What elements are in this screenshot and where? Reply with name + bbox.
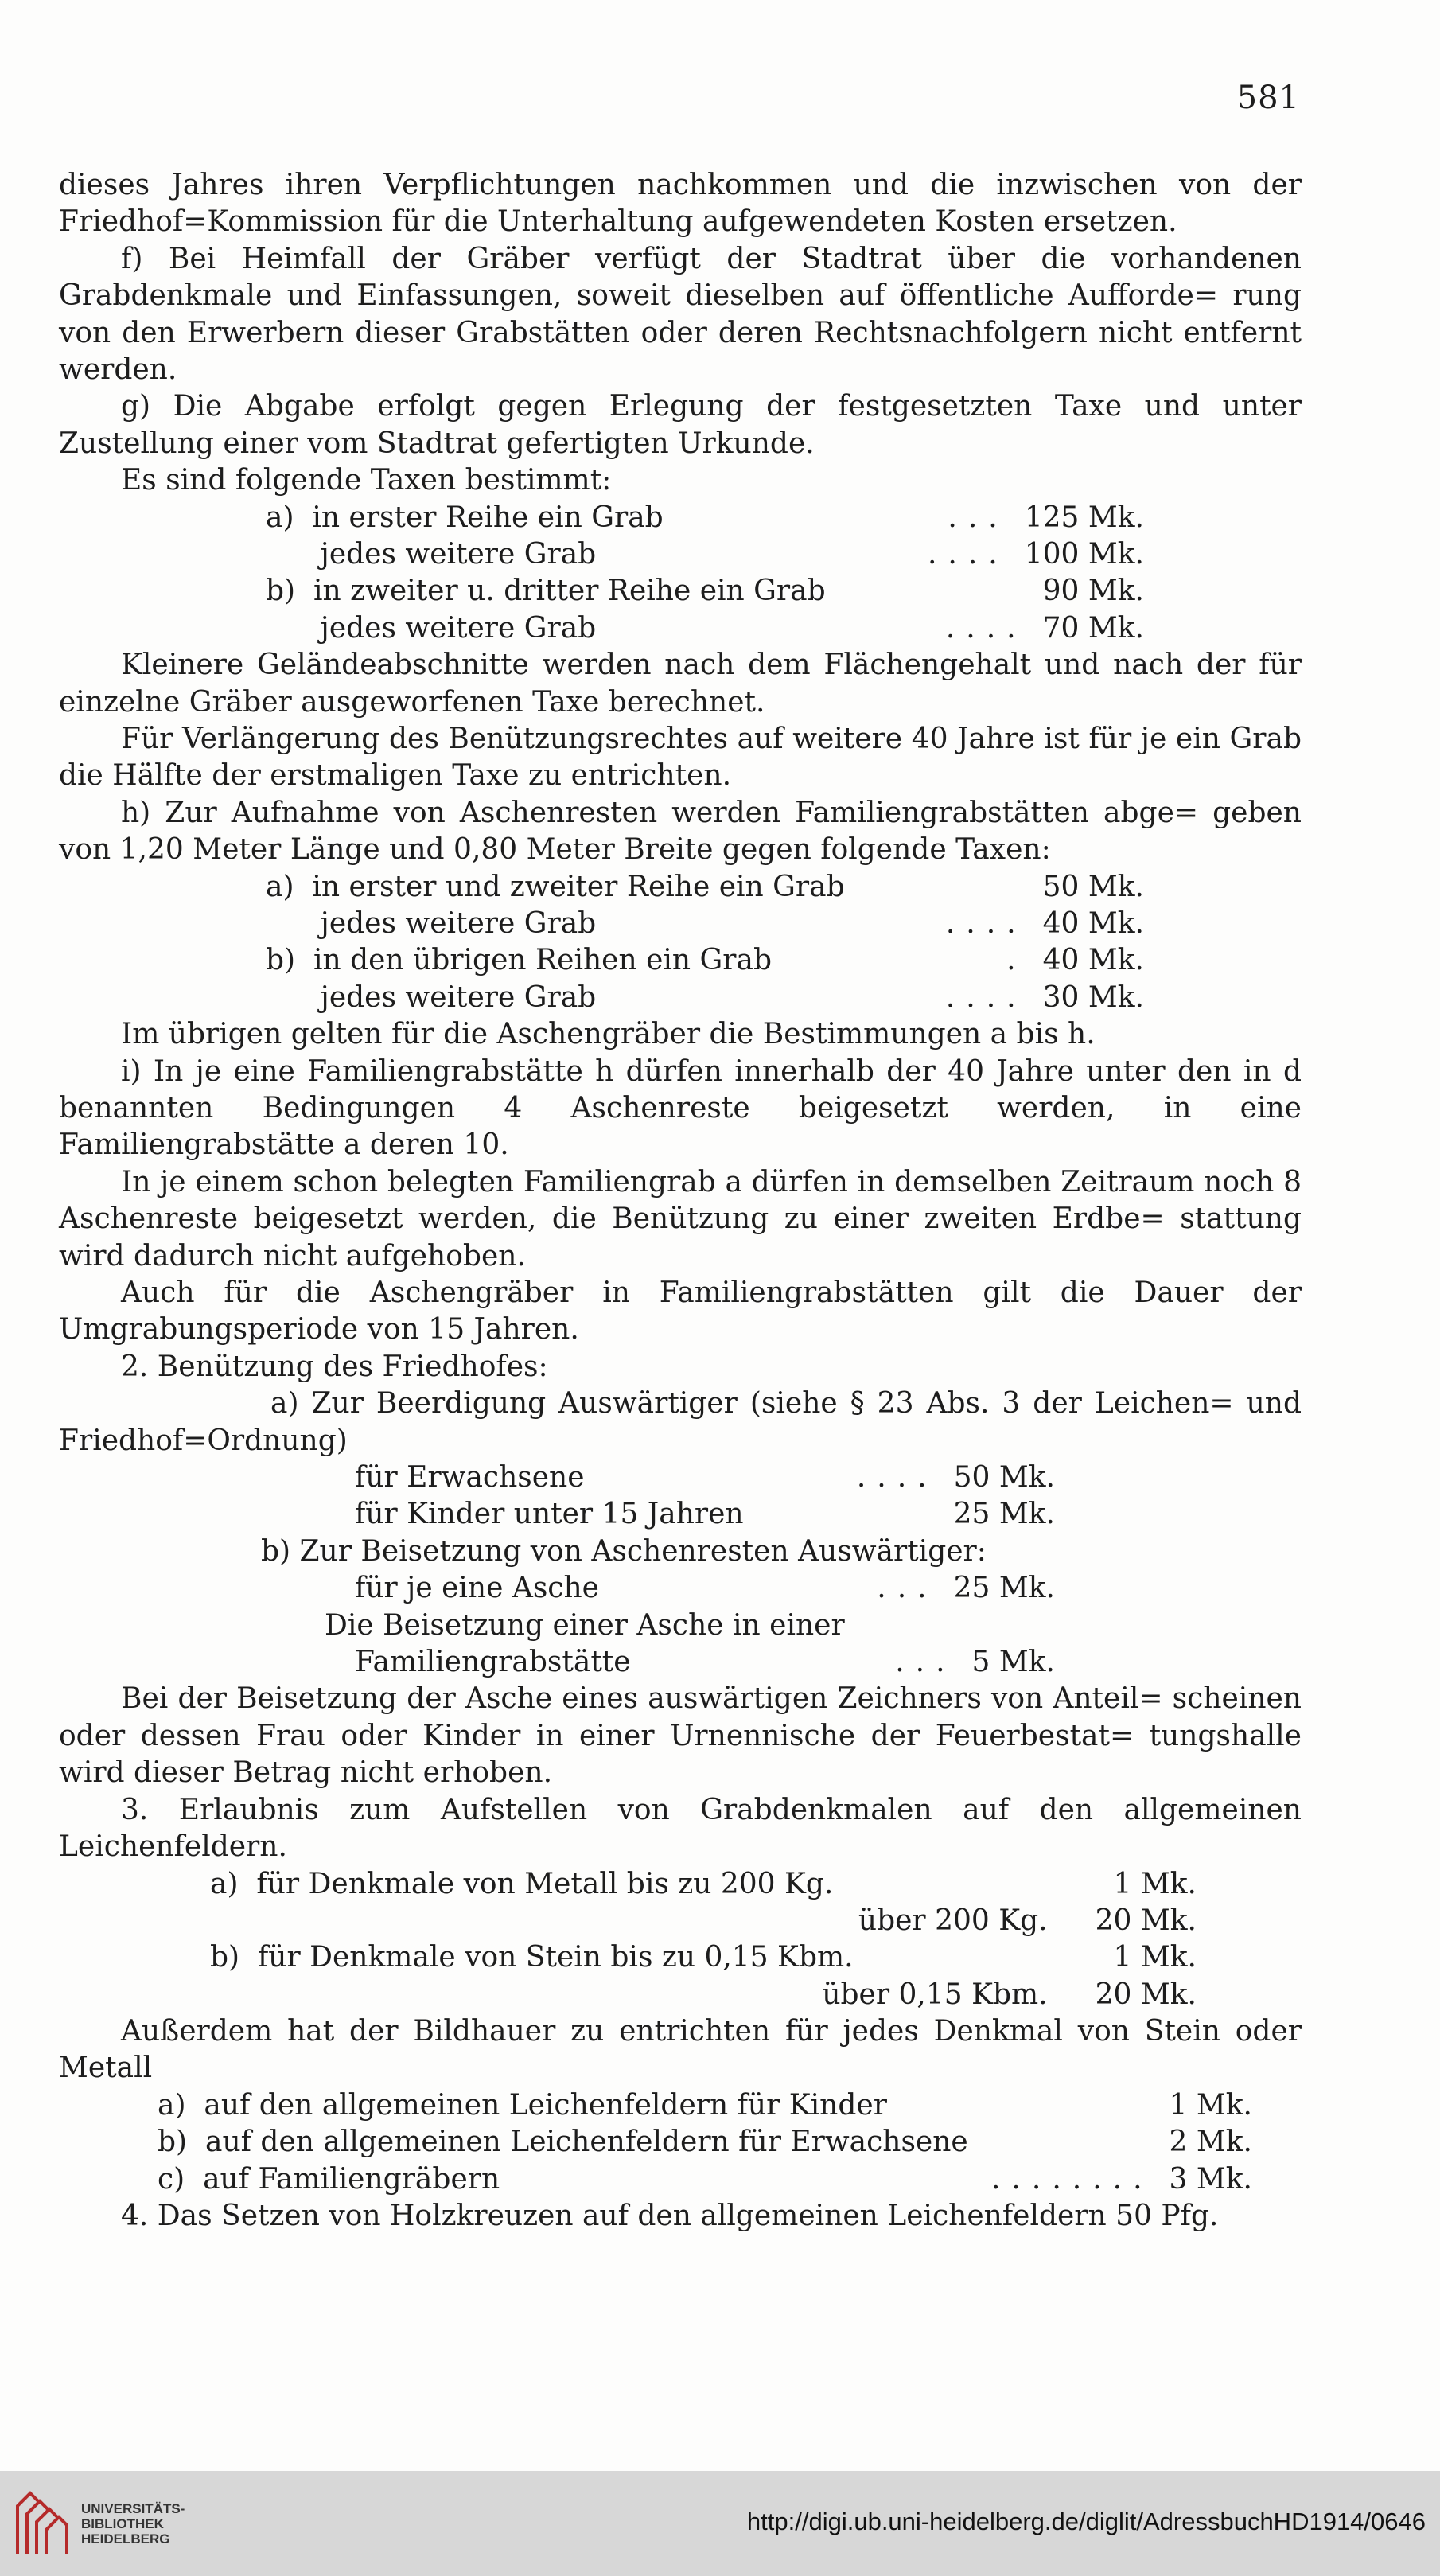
tax-table-family <box>355 1644 1055 1681</box>
section-heading: 3. Erlaubnis zum Aufstellen von Grabdenkmalen auf den allgemeinen Leichenfeldern. <box>59 1793 1302 1864</box>
tax-table-ash-outsiders <box>355 1570 1055 1607</box>
paragraph: Auch für die Aschengräber in Familiengrabstätten gilt die Dauer der Umgrabungsperiode von 15 Jahren. <box>59 1276 1302 1346</box>
paragraph: 4. Das Setzen von Holzkreuzen auf den allgemeinen Leichenfeldern 50 Pfg. <box>121 2200 1219 2233</box>
paragraph: a) Zur Beerdigung Auswärtiger (siehe § 23 Abs. 3 der Leichen= und Friedhof=Ordnung) <box>59 1387 1302 1457</box>
tax-row: über 0,15 Kbm. 20 Mk. <box>822 1978 1197 2011</box>
tax-row: über 200 Kg. 20 Mk. <box>858 1904 1197 1937</box>
tax-table-sculptor <box>158 2087 1252 2198</box>
page-number: 581 <box>1236 80 1300 116</box>
tax-row: a) in erster und zweiter Reihe ein Grab 50 Mk. <box>266 870 1144 903</box>
university-logo-icon <box>14 2490 73 2557</box>
tax-row: b) auf den allgemeinen Leichenfeldern für Erwachsene 2 Mk. <box>158 2126 1252 2159</box>
tax-row: c) auf Familiengräbern ........ 3 Mk. <box>158 2162 1252 2196</box>
paragraph: Kleinere Geländeabschnitte werden nach dem Flächengehalt und nach der für einzelne Gräber ausgeworfenen Taxe berechnet. <box>59 649 1302 719</box>
tax-row: a) auf den allgemeinen Leichenfeldern für Kinder 1 Mk. <box>158 2088 1252 2122</box>
paragraph: Für Verlängerung des Benützungsrechtes auf weitere 40 Jahre ist für je ein Grab die Hälfte der erstmaligen Taxe zu entrichten. <box>59 723 1302 793</box>
permalink-url[interactable]: http://digi.ub.uni-heidelberg.de/diglit/AdressbuchHD1914/0646 <box>746 2508 1426 2535</box>
tax-row: b) in den übrigen Reihen ein Grab . 40 Mk. <box>266 944 1144 977</box>
tax-row: für Erwachsene .... 50 Mk. <box>355 1461 1055 1495</box>
library-name: UNIVERSITÄTS- BIBLIOTHEK HEIDELBERG <box>81 2501 185 2547</box>
paragraph: In je einem schon belegten Familiengrab a dürfen in demselben Zeitraum noch 8 Aschenreste beigesetzt werden, die Benützung zu einer zweiten Erdbe= stattung wird dadurch nicht aufgehoben. <box>59 1165 1302 1272</box>
tax-table-monuments <box>210 1866 1197 2014</box>
paragraph: g) Die Abgabe erfolgt gegen Erlegung der festgesetzten Taxe und unter Zustellung einer vom Stadtrat gefertigten Urkunde. <box>59 390 1302 460</box>
tax-row: jedes weitere Grab .... 100 Mk. <box>266 538 1144 571</box>
tax-row: jedes weitere Grab .... 70 Mk. <box>266 611 1144 645</box>
paragraph: b) Zur Beisetzung von Aschenresten Auswärtiger: <box>261 1534 987 1568</box>
section-heading: 2. Benützung des Friedhofes: <box>121 1350 548 1383</box>
tax-row: jedes weitere Grab .... 40 Mk. <box>266 907 1144 941</box>
paragraph: Bei der Beisetzung der Asche eines auswärtigen Zeichners von Anteil= scheinen oder dessen Frau oder Kinder in einer Urnennische der Feuerbestat= tungshalle wird dieser Betrag nicht erhoben. <box>59 1682 1302 1790</box>
tax-row: a) für Denkmale von Metall bis zu 200 Kg. 1 Mk. <box>210 1867 1197 1900</box>
paragraph: dieses Jahres ihren Verpflichtungen nachkommen und die inzwischen von der Friedhof=Kommission für die Unterhaltung aufgewendeten Kosten ersetzen. <box>59 169 1302 239</box>
paragraph: Außerdem hat der Bildhauer zu entrichten für jedes Denkmal von Stein oder Metall <box>59 2015 1302 2085</box>
tax-row: b) für Denkmale von Stein bis zu 0,15 Kbm. 1 Mk. <box>210 1941 1197 1974</box>
paragraph: h) Zur Aufnahme von Aschenresten werden Familiengrabstätten abge= geben von 1,20 Meter Länge und 0,80 Meter Breite gegen folgende Taxen: <box>59 796 1302 867</box>
tax-row: a) in erster Reihe ein Grab ... 125 Mk. <box>266 501 1144 534</box>
paragraph: i) In je eine Familiengrabstätte h dürfen innerhalb der 40 Jahre unter den in d benannten Bedingungen 4 Aschenreste beigesetzt werden, in eine Familiengrabstätte a deren 10. <box>59 1054 1302 1162</box>
tax-row: für je eine Asche ... 25 Mk. <box>355 1572 1055 1605</box>
paragraph: Die Beisetzung einer Asche in einer <box>325 1608 845 1642</box>
tax-table-graves <box>266 500 1144 648</box>
paragraph: Im übrigen gelten für die Aschengräber die Bestimmungen a bis h. <box>121 1018 1096 1051</box>
tax-row: b) in zweiter u. dritter Reihe ein Grab 90 Mk. <box>266 575 1144 608</box>
footer-bar <box>0 2471 1440 2576</box>
tax-row: Familiengrabstätte ... 5 Mk. <box>355 1646 1055 1679</box>
tax-table-outsiders <box>355 1459 1055 1534</box>
page-text <box>59 167 1302 2235</box>
paragraph: f) Bei Heimfall der Gräber verfügt der Stadtrat über die vorhandenen Grabdenkmale und Einfassungen, soweit dieselben auf öffentliche Aufforde= rung von den Erwerbern dieser Grabstätten oder deren Rechtsnachfolgern nicht entfernt werden. <box>59 242 1302 387</box>
tax-table-ashes <box>266 869 1144 1017</box>
tax-row: jedes weitere Grab .... 30 Mk. <box>266 980 1144 1014</box>
paragraph: Es sind folgende Taxen bestimmt: <box>121 464 612 497</box>
tax-row: für Kinder unter 15 Jahren 25 Mk. <box>355 1498 1055 1531</box>
